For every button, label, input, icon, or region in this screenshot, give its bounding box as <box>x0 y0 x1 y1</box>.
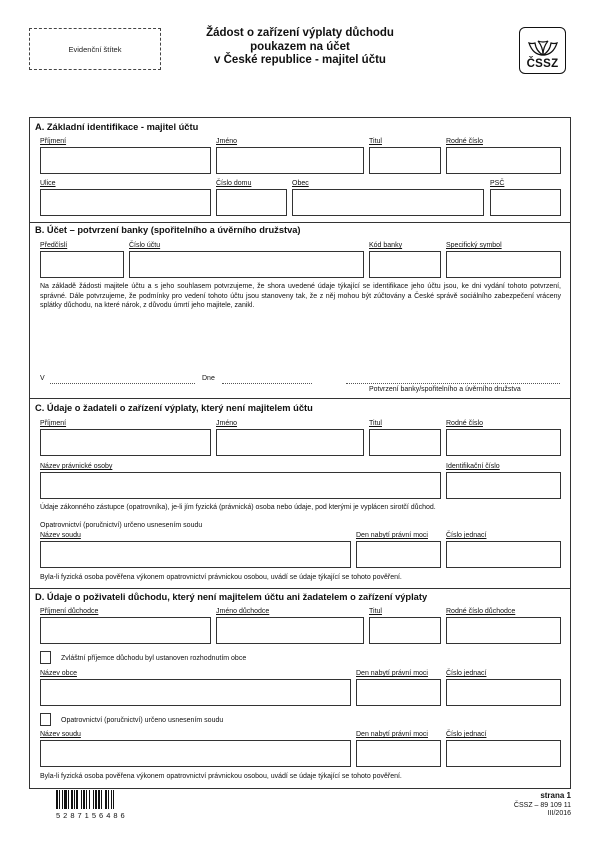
section-c-title: C. Údaje o žadateli o zařízení výplaty, který není majitelem účtu <box>35 403 313 413</box>
label-jmeno: Jméno <box>216 138 238 145</box>
label-titul: Titul <box>369 420 382 427</box>
kod-banky-field[interactable] <box>369 251 441 278</box>
title-line-2: poukazem na účet <box>250 40 350 53</box>
label-den-nabyti: Den nabytí právní moci <box>356 670 428 677</box>
d-nazev-soudu-field[interactable] <box>40 740 351 767</box>
d-den-nabyti-obce-field[interactable] <box>356 679 441 706</box>
prijmeni-field[interactable] <box>40 147 211 174</box>
dne-dotted-line[interactable] <box>222 383 312 384</box>
nazev-pravnicke-osoby-field[interactable] <box>40 472 441 499</box>
cislo-domu-field[interactable] <box>216 189 287 216</box>
title-line-3: v České republice - majitel účtu <box>214 54 386 66</box>
c-jmeno-field[interactable] <box>216 429 364 456</box>
page-number: strana 1 <box>540 791 571 800</box>
label-prijmeni-duchodce: Příjmení důchodce <box>40 608 99 615</box>
c-cislo-jednaci-field[interactable] <box>446 541 561 568</box>
delegation-note: Byla-li fyzická osoba pověřena výkonem opatrovnictví právnickou osobou, uvádí se údaje týkající se tohoto pověření. <box>40 574 402 581</box>
d-den-nabyti-soudu-field[interactable] <box>356 740 441 767</box>
barcode <box>56 790 148 809</box>
delegation-note: Byla-li fyzická osoba pověřena výkonem opatrovnictví právnickou osobou, uvádí se údaje týkající se tohoto pověření. <box>40 773 402 780</box>
section-divider <box>30 588 570 589</box>
label-jmeno-duchodce: Jméno důchodce <box>216 608 270 615</box>
label-prijmeni: Příjmení <box>40 138 67 145</box>
c-rodne-cislo-field[interactable] <box>446 429 561 456</box>
d-jmeno-field[interactable] <box>216 617 364 644</box>
label-dne: Dne <box>202 375 215 382</box>
cssz-logo <box>519 27 566 74</box>
section-b-title: B. Účet – potvrzení banky (spořitelního a úvěrního družstva) <box>35 225 301 235</box>
section-d-title: D. Údaje o poživateli důchodu, který není majitelem účtu ani žadatelem o zařízení výplaty <box>35 592 428 602</box>
barcode-number: 5287156486 <box>56 811 128 820</box>
identifikacni-cislo-field[interactable] <box>446 472 561 499</box>
form-frame <box>29 117 571 789</box>
d-prijmeni-field[interactable] <box>40 617 211 644</box>
label-identifikacni-cislo: Identifikační číslo <box>446 463 500 470</box>
bank-confirmation-text: Na základě žádosti majitele účtu a s jeho souhlasem potvrzujeme, že shora uvedené údaje týkající se identifikace jeho účtu jsou, ke dni vydání tohoto potvrzení, správné. Dále potvrzujeme, že podmínky pro vedení tohoto účtu jsou stanoveny tak, že z něj mohou být zúčtovány a České správě sociálního zabezpečení vráceny splátky důchodu, na které nárok, z důvodu úmrtí jeho majitele, zanikl. <box>40 283 561 310</box>
label-psc: PSČ <box>490 180 505 187</box>
label-cislo-jednaci: Číslo jednací <box>446 731 487 738</box>
c-den-nabyti-field[interactable] <box>356 541 441 568</box>
label-kod-banky: Kód banky <box>369 242 403 249</box>
predcisli-field[interactable] <box>40 251 124 278</box>
label-predcisli: Předčíslí <box>40 242 68 249</box>
leaf-emblem-icon <box>527 39 559 57</box>
page-info <box>514 792 571 819</box>
label-rodne-cislo: Rodné číslo <box>446 138 483 145</box>
label-nazev-obce: Název obce <box>40 670 77 677</box>
label-nazev-soudu: Název soudu <box>40 731 81 738</box>
label-special-recipient: Zvláštní příjemce důchodu byl ustanoven rozhodnutím obce <box>61 655 247 662</box>
barcode-bar <box>114 790 116 809</box>
section-divider <box>30 398 570 399</box>
cislo-uctu-field[interactable] <box>129 251 364 278</box>
form-version: III/2016 <box>547 810 571 817</box>
c-prijmeni-field[interactable] <box>40 429 211 456</box>
obec-field[interactable] <box>292 189 484 216</box>
label-guardianship: Opatrovnictví (poručnictví) určeno usnesením soudu <box>61 717 224 724</box>
label-jmeno: Jméno <box>216 420 238 427</box>
rodne-cislo-field[interactable] <box>446 147 561 174</box>
d-cislo-jednaci-obce-field[interactable] <box>446 679 561 706</box>
label-titul: Titul <box>369 608 382 615</box>
label-obec: Obec <box>292 180 309 187</box>
titul-field[interactable] <box>369 147 441 174</box>
logo-text: ČSSZ <box>526 58 559 70</box>
title-line-1: Žádost o zařízení výplaty důchodu <box>206 27 394 39</box>
section-a-title: A. Základní identifikace - majitel účtu <box>35 122 199 132</box>
v-dotted-line[interactable] <box>50 383 195 384</box>
legal-representative-note: Údaje zákonného zástupce (opatrovníka), je-li jím fyzická (právnická) osoba nebo údaje, pod kterými je vyplácen sirotčí důchod. <box>40 504 436 511</box>
stamp-label: Evidenční štítek <box>68 44 122 54</box>
label-rodne-cislo-duchodce: Rodné číslo důchodce <box>446 608 516 615</box>
label-nazev-pravnicke-osoby: Název právnické osoby <box>40 463 113 470</box>
label-titul: Titul <box>369 138 382 145</box>
form-code: ČSSZ – 89 109 11 <box>513 801 571 809</box>
evidence-stamp-box <box>29 28 161 70</box>
label-den-nabyti: Den nabytí právní moci <box>356 731 428 738</box>
c-titul-field[interactable] <box>369 429 441 456</box>
label-cislo-uctu: Číslo účtu <box>129 242 161 249</box>
label-specificky-symbol: Specifický symbol <box>446 242 502 249</box>
psc-field[interactable] <box>490 189 561 216</box>
label-den-nabyti: Den nabytí právní moci <box>356 532 428 539</box>
label-prijmeni: Příjmení <box>40 420 67 427</box>
label-v: V <box>40 375 45 382</box>
guardianship-checkbox[interactable] <box>40 713 51 726</box>
ulice-field[interactable] <box>40 189 211 216</box>
form-title <box>180 27 420 68</box>
section-divider <box>30 222 570 223</box>
d-rodne-cislo-field[interactable] <box>446 617 561 644</box>
specificky-symbol-field[interactable] <box>446 251 561 278</box>
d-cislo-jednaci-soudu-field[interactable] <box>446 740 561 767</box>
label-cislo-domu: Číslo domu <box>216 180 252 187</box>
jmeno-field[interactable] <box>216 147 364 174</box>
label-opatrovnictvi: Opatrovnictví (poručnictví) určeno usnesením soudu <box>40 522 203 529</box>
label-rodne-cislo: Rodné číslo <box>446 420 483 427</box>
label-cislo-jednaci: Číslo jednací <box>446 670 487 677</box>
d-nazev-obce-field[interactable] <box>40 679 351 706</box>
d-titul-field[interactable] <box>369 617 441 644</box>
special-recipient-checkbox[interactable] <box>40 651 51 664</box>
label-signature: Potvrzení banky/spořitelního a úvěrního družstva <box>369 386 521 393</box>
label-nazev-soudu: Název soudu <box>40 532 81 539</box>
c-nazev-soudu-field[interactable] <box>40 541 351 568</box>
label-cislo-jednaci: Číslo jednací <box>446 532 487 539</box>
label-ulice: Ulice <box>40 180 56 187</box>
signature-dotted-line[interactable] <box>346 383 560 384</box>
